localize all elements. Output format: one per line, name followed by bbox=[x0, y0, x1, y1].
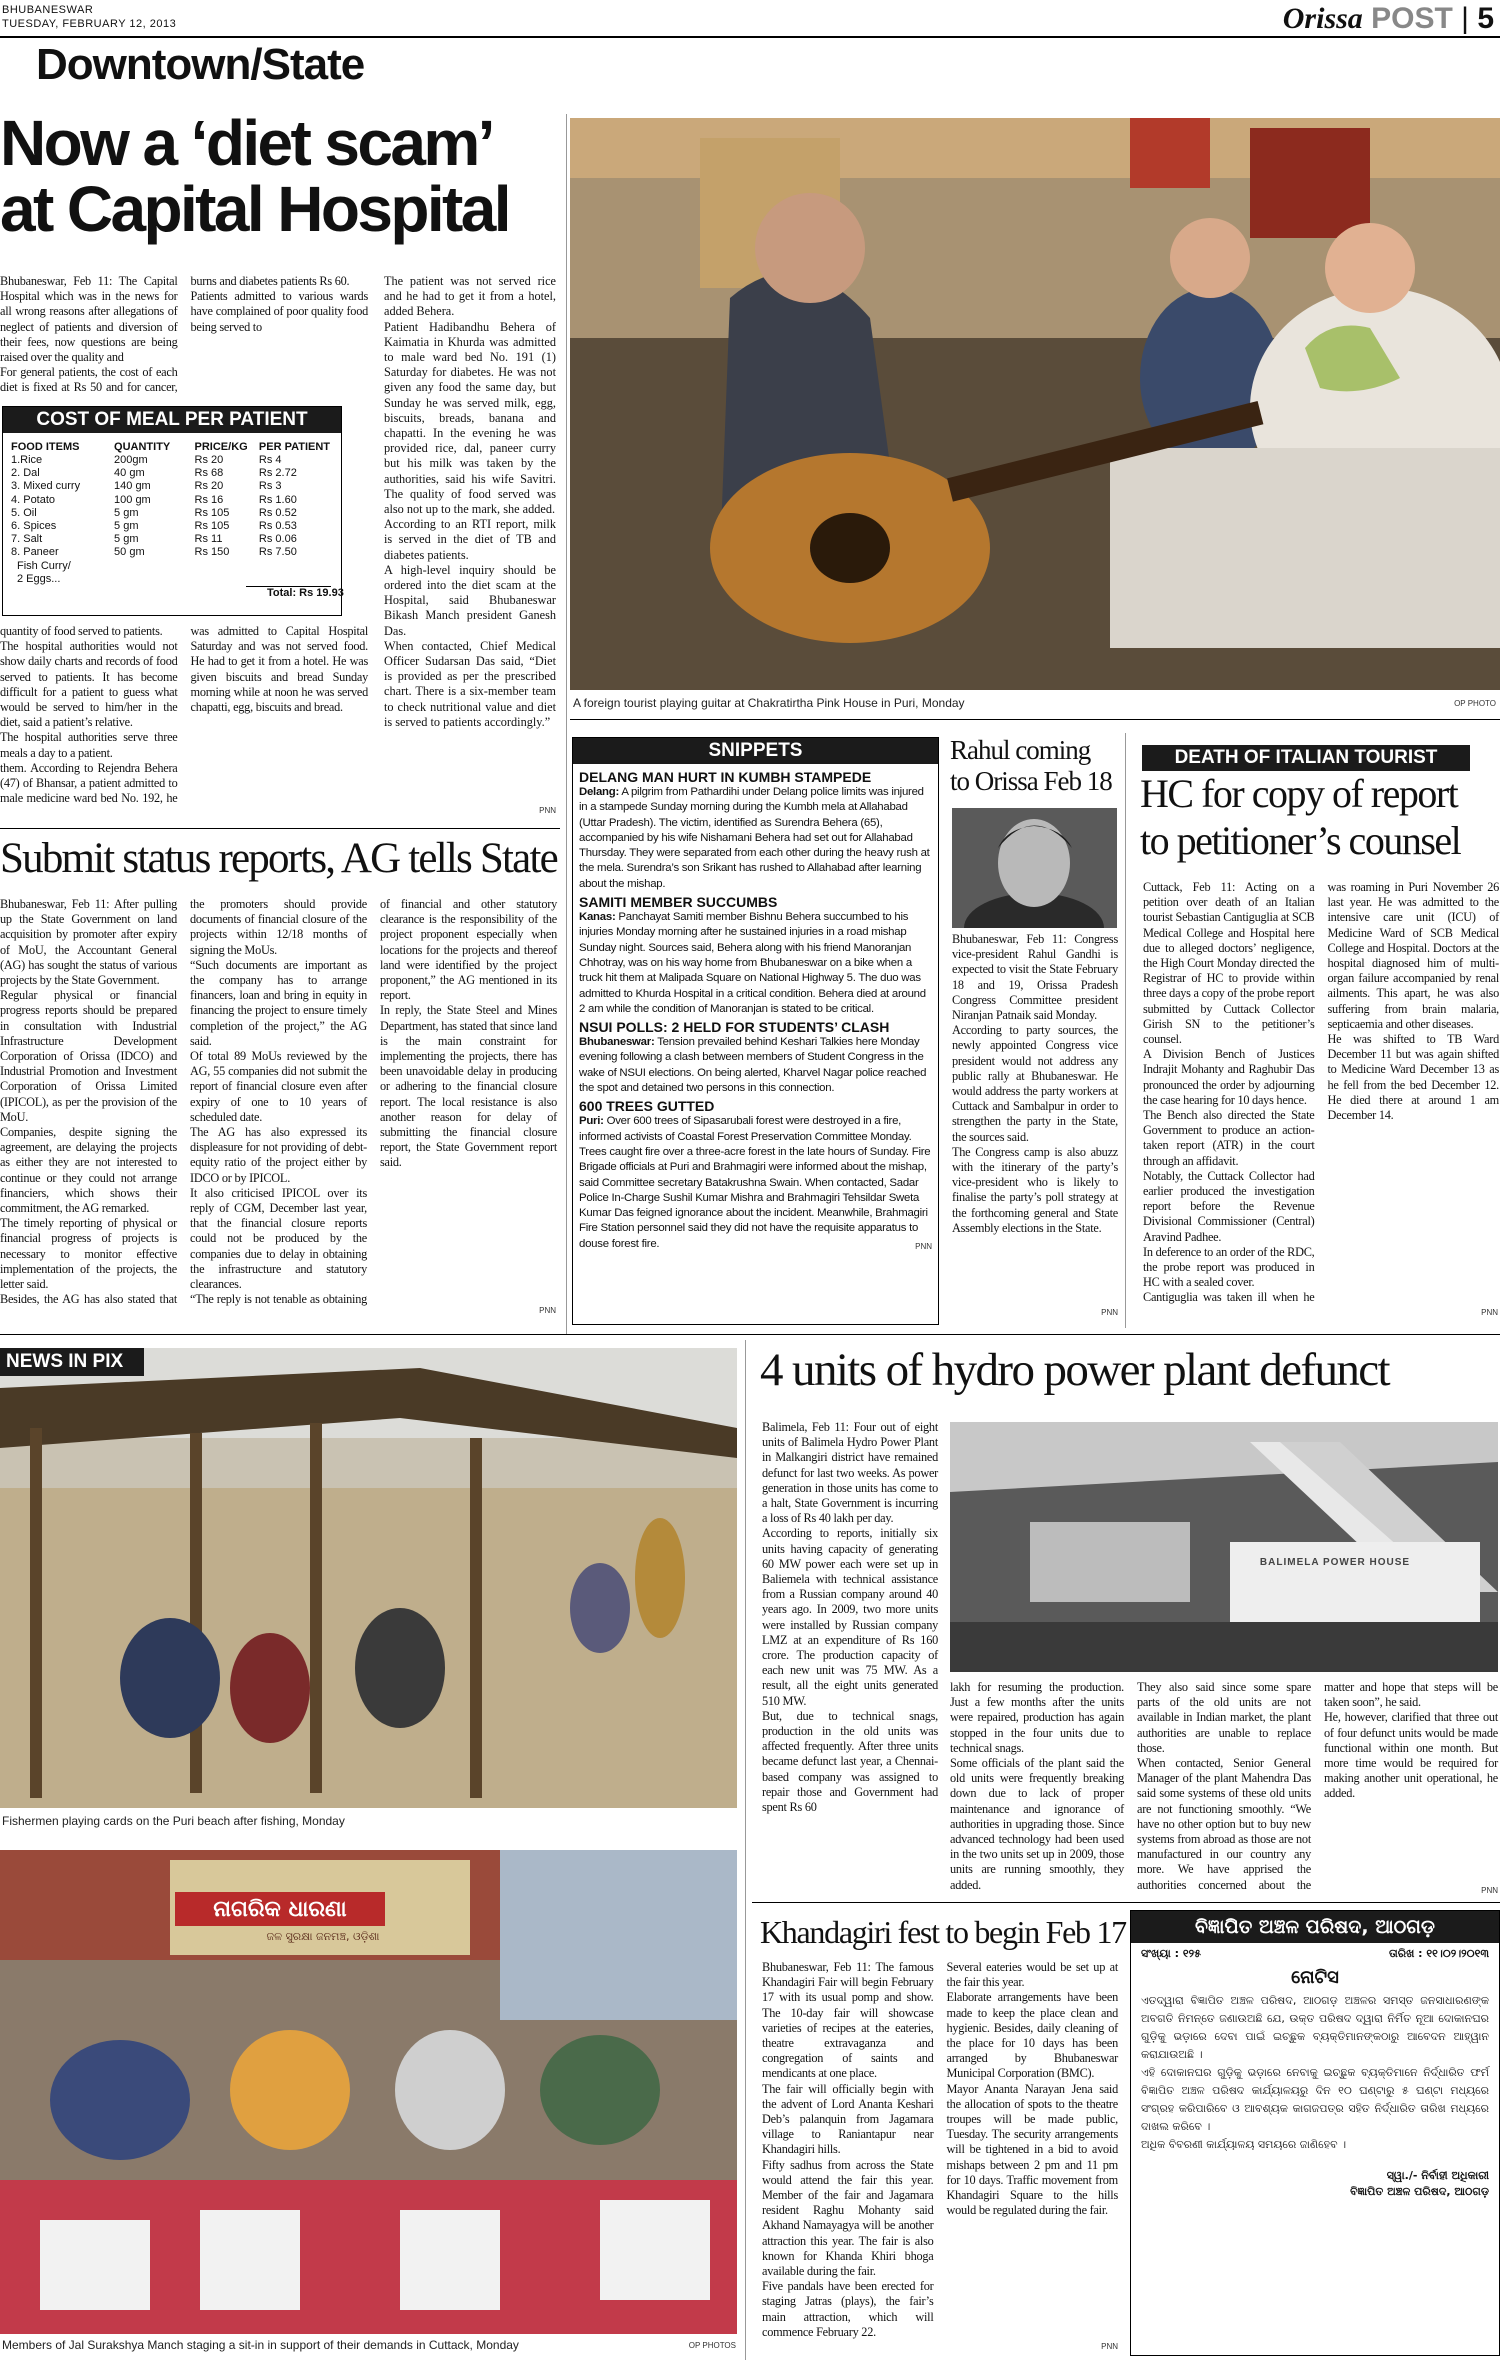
diet-credit: PNN bbox=[539, 806, 556, 815]
snippet-heading: NSUI POLLS: 2 HELD FOR STUDENTS’ CLASH bbox=[579, 1019, 890, 1036]
snippet-text bbox=[579, 1114, 932, 1252]
notice-body: ଏତଦ୍ୱାରା ବିଜ୍ଞାପିତ ଅଞ୍ଚଳ ପରିଷଦ, ଆଠଗଡ଼ ଅଞ୍ଚଳର ସମସ୍ତ ଜନସାଧାରଣଙ୍କ ଅବଗତି ନିମନ୍ତେ ଜଣାଉଅଛି ଯେ, ଉକ୍ତ ପରିଷଦ ଦ୍ୱାରା ନିର୍ମିତ ନୂଆ ଦୋକାନଘର ଗୁଡ଼ିକୁ ଭଡ଼ାରେ ଦେବା ପାଇଁ ଇଚ୍ଛୁକ ବ୍ୟକ୍ତିମାନଙ୍କଠାରୁ ଆବେଦନ ଆହ୍ୱାନ କରାଯାଉଅଛି । ଏହି ଦୋକାନଘର ଗୁଡ଼ିକୁ ଭଡ଼ାରେ ନେବାକୁ ଇଚ୍ଛୁକ ବ୍ୟକ୍ତିମାନେ ନିର୍ଦ୍ଧାରିତ ଫର୍ମ ବିଜ୍ଞାପିତ ଅଞ୍ଚଳ ପରିଷଦ କାର୍ଯ୍ୟାଳୟରୁ ଦିନ ୧୦ ଘଣ୍ଟାରୁ ୫ ଘଣ୍ଟା ମଧ୍ୟରେ ସଂଗ୍ରହ କରିପାରିବେ ଓ ଆବଶ୍ୟକ କାଗଜପତ୍ର ସହିତ ନିର୍ଦ୍ଧାରିତ ତାରିଖ ମଧ୍ୟରେ ଦାଖଲ କରିବେ । ଅଧିକ ବିବରଣୀ କାର୍ଯ୍ୟାଳୟ ସମୟରେ ଜାଣିହେବ । bbox=[1141, 1994, 1489, 2151]
meal-table-cell: 3. Mixed curry bbox=[11, 480, 81, 493]
meal-table-cell: Rs 105 bbox=[194, 506, 230, 519]
sit-in-banner-text: ନାଗରିକ ଧାରଣା bbox=[213, 1897, 347, 1922]
meal-table-cell: 4. Potato bbox=[11, 493, 56, 506]
meal-table-cell: Rs 0.53 bbox=[258, 520, 297, 533]
guitar-illustration bbox=[570, 118, 1500, 690]
rahul-headline-line2: to Orissa Feb 18 bbox=[950, 766, 1112, 796]
meal-table-row bbox=[11, 546, 333, 559]
hydro-divider bbox=[752, 1902, 1500, 1903]
notice-number: ସଂଖ୍ୟା : ୧୨୫ bbox=[1141, 1947, 1201, 1960]
meal-table-cell: Rs 20 bbox=[194, 454, 224, 466]
khandagiri-headline: Khandagiri fest to begin Feb 17 bbox=[760, 1914, 1126, 1950]
hydro-credit: PNN bbox=[1481, 1886, 1498, 1895]
italian-body: Cuttack, Feb 11: Acting on a petition over death of an Italian tourist Sebastian Cantiguglia at SCB Medical College and Hospital here due to alleged doctors’ negligence, the High Court Monday directed the Registrar of HC to provide within three days a copy of the probe report submitted by Cuttack Collector Girish SN to the petitioner’s counsel. A Division Bench of Justices Indrajit Mohanty and Raghubir Das pronounced the order by adjourning the case hearing for 10 days hence. The Bench also directed the State Government to produce an action-taken report (ATR) in the court through an affidavit. Notably, the Cuttack Collector had earlier produced the investigation report before the Revenue Divisional Commissioner (Central) Aravind Padhee. In deference to an order of the RDC, the probe report was produced in HC with a sealed cover. Cantiguglia was taken ill when he was roaming in Puri November 26 last year. He was admitted to the intensive care unit (ICU) of Medicine Ward of SCB Medical College and Hospital. Doctors at the hospital diagnosed him of multi-organ failure accompanied by renal ailments. This apart, he was also suffering from brain malaria, septicaemia and other diseases. He was shifted to TB Ward December 11 but was again shifted to Medicine Ward December 13 as he fell from the bed December 12. He died there at around 1 am December 14. bbox=[1143, 880, 1499, 1305]
guitar-credit: OP PHOTO bbox=[1454, 699, 1496, 708]
meal-table-cell: 140 gm bbox=[114, 480, 151, 493]
meal-table-cell bbox=[195, 560, 259, 573]
snippet-body: Tension prevailed behind Keshari Talkies here Monday evening following a clash between members of Student Congress in the wake of NSUI elections. On being alerted, Kharvel Nagar police reached the spot and detained two persons in this connection. bbox=[579, 1036, 927, 1095]
diet-top-body: Bhubaneswar, Feb 11: The Capital Hospital which was in the news for all wrong reasons after allegations of neglect of patients and diversion of their fees, now questions are being raised over the quality and For general patients, the cost of each diet is fixed at Rs 50 and for cancer, burns and diabetes patients Rs 60. Patients admitted to various wards have complained of poor quality food being served to bbox=[0, 274, 368, 395]
meal-table-row bbox=[11, 494, 333, 507]
hydro-body-left: Balimela, Feb 11: Four out of eight units of Balimela Hydro Power Plant in Malkangiri district have remained defunct for last two weeks. As power generation in those units has come to a halt, State Government is incurring a loss of Rs 40 lakh per day. According to reports, initially six units having capacity of generating 60 MW power each were set up in Baliemela with technical assistance from a Russian company around 40 years ago. In 2009, two more units were installed by Russian company LMZ at an expenditure of Rs 160 crore. The production capacity of each new unit was 75 MW. As a result, all the eight units generated 510 MW. But, due to technical snags, production in the old units was affected frequently. After three units became defunct last year, a Chennai-based company was assigned to repair those and Government had spent Rs 60 bbox=[762, 1420, 938, 1815]
snippets-box bbox=[572, 737, 939, 1325]
column-rule-bottom bbox=[745, 1340, 746, 2360]
meal-table-row bbox=[11, 520, 333, 533]
meal-table-cell: Rs 0.52 bbox=[258, 506, 297, 519]
meal-table-cell: Rs 3 bbox=[258, 480, 282, 493]
meal-table-cell: 200gm bbox=[114, 454, 148, 466]
rahul-credit: PNN bbox=[1101, 1308, 1118, 1317]
meal-table-cell: Rs 7.50 bbox=[258, 546, 297, 559]
snippet-body: Panchayat Samiti member Bishnu Behera succumbed to his injuries Monday morning after he sustained injuries in a road mishap Sunday night. Sources said, Behera along with his friend Manoranjan Chhotray, was on his way home from Bhubaneswar on a bike when a truck hit them at Malipada Square on National Highway 5. The duo was admitted to Khurda Hospital in a critical condition. Behera died at around 2 am while the condition of Manoranjan is stated to be critical. bbox=[579, 911, 926, 1015]
ag-credit: PNN bbox=[539, 1306, 556, 1315]
meal-table-cell: 6. Spices bbox=[11, 520, 57, 533]
meal-table-row bbox=[11, 560, 333, 573]
meal-table-row bbox=[11, 480, 333, 493]
meal-table-cell: 5 gm bbox=[114, 520, 139, 533]
masthead-city: BHUBANESWAR bbox=[2, 4, 94, 16]
snippet-heading: 600 TREES GUTTED bbox=[579, 1098, 715, 1115]
diet-right-col: The patient was not served rice and he had to get it from a hotel, added Behera. Patient Hadibandhu Behera of Kaimatia in Khurda was admitted to male ward bed No. 191 (1) Saturday for diabetes. He was not given any food the same day, but Sunday he was served milk, egg, biscuits, breads, banana and chapatti. In the evening he was provided rice, dal, paneer curry but his milk was taken by the authorities, said his wife Savitri. The quality of food served was also not up to the mark, she added. According to an RTI report, milk is served in the diet of TB and diabetes patients. A high-level inquiry should be ordered into the diet scam at the Hospital, said Bhubaneswar Bikash Manch president Ganesh Das. When contacted, Chief Medical Officer Sudarsan Das said, “Diet is provided as per the prescribed chart. There is a six-member team to check nutritional value and diet is served to patients accordingly.” bbox=[384, 274, 556, 729]
meal-table-row bbox=[11, 533, 333, 546]
snippet-dateline: Kanas: bbox=[579, 911, 616, 924]
meal-col-item: FOOD ITEMS bbox=[11, 441, 80, 453]
meal-table-cell: 40 gm bbox=[114, 467, 145, 480]
snippets-credit: PNN bbox=[915, 1242, 932, 1252]
meal-table-cell bbox=[195, 573, 259, 586]
meal-table-row bbox=[11, 467, 333, 480]
rahul-body: Bhubaneswar, Feb 11: Congress vice-president Rahul Gandhi is expected to visit the State February 18 and 19, Orissa Pradesh Congress Committee president Niranjan Patnaik said Monday. According to party sources, the newly appointed Congress vice president would not address any public rally at Bhubaneswar. He would address the party workers at Cuttack and Sambalpur in order to strengthen the party in the State, the sources said. The Congress camp is also abuzz with the itinerary of the party’s vice-president who is likely to finalise the party’s poll strategy at the forthcoming general and State Assembly elections in the State. bbox=[952, 932, 1118, 1235]
snippets-list bbox=[579, 764, 932, 1252]
khandagiri-credit: PNN bbox=[1101, 2342, 1118, 2351]
rahul-headline-line1: Rahul coming bbox=[950, 735, 1091, 765]
snippet-text bbox=[579, 1035, 932, 1096]
notice-date: ତାରିଖ : ୧୧।୦୨।୨୦୧୩ bbox=[1389, 1947, 1489, 1960]
meal-table-cell: 7. Salt bbox=[11, 533, 43, 546]
meal-col-per: PER PATIENT bbox=[258, 441, 331, 453]
section-title: Downtown/State bbox=[36, 40, 365, 89]
italian-kicker: DEATH OF ITALIAN TOURIST bbox=[1142, 745, 1470, 771]
diet-headline-line1: Now a ‘diet scam’ bbox=[0, 107, 493, 179]
meal-table-cell: Rs 1.60 bbox=[258, 493, 297, 506]
meal-table-cell: 2. Dal bbox=[11, 467, 40, 480]
snippet-dateline: Delang: bbox=[579, 786, 620, 798]
hydro-plant-label: BALIMELA POWER HOUSE bbox=[1259, 1557, 1411, 1568]
meal-table-cell bbox=[259, 573, 333, 586]
meal-table-cell: Rs 2.72 bbox=[258, 467, 297, 480]
photo-rahul bbox=[952, 808, 1117, 928]
column-rule-left bbox=[566, 114, 567, 1334]
notice-box bbox=[1130, 1910, 1500, 2356]
meal-table-cell: Rs 4 bbox=[258, 454, 282, 466]
meal-col-price: PRICE/KG bbox=[194, 441, 248, 453]
photo-hydro-plant bbox=[950, 1422, 1498, 1672]
meal-table-row bbox=[11, 507, 333, 520]
meal-table-title: COST OF MEAL PER PATIENT bbox=[3, 407, 341, 433]
meal-table-cell: 5 gm bbox=[114, 506, 139, 519]
meal-table-cell: Rs 150 bbox=[194, 546, 230, 559]
meal-table-header-row bbox=[11, 441, 333, 454]
diet-divider bbox=[0, 828, 560, 829]
page-number: 5 bbox=[1477, 2, 1494, 35]
snippet-text bbox=[579, 785, 932, 892]
meal-table-cell: 8. Paneer bbox=[11, 546, 59, 559]
mid-divider bbox=[0, 1334, 1500, 1335]
meal-table-row bbox=[11, 454, 333, 467]
italian-headline bbox=[1140, 770, 1498, 864]
photo-guitar-tourist bbox=[570, 118, 1500, 690]
masthead-rule bbox=[0, 36, 1500, 38]
hydro-headline: 4 units of hydro power plant defunct bbox=[760, 1344, 1389, 1396]
masthead-date: TUESDAY, FEBRUARY 12, 2013 bbox=[2, 18, 177, 30]
italian-headline-line1: HC for copy of report bbox=[1140, 771, 1458, 816]
diet-headline-line2: at Capital Hospital bbox=[0, 173, 509, 245]
italian-headline-line2: to petitioner’s counsel bbox=[1140, 818, 1461, 863]
snippet-heading: DELANG MAN HURT IN KUMBH STAMPEDE bbox=[579, 769, 872, 785]
meal-table-cell: Rs 20 bbox=[194, 480, 224, 493]
rahul-portrait bbox=[952, 808, 1117, 928]
meal-table-cell: Rs 68 bbox=[194, 467, 224, 480]
fishermen-illustration bbox=[0, 1348, 737, 1808]
news-in-pix-label: NEWS IN PIX bbox=[0, 1348, 144, 1376]
snippet-body: A pilgrim from Pathardihi under Delang police limits was injured in a stampede Sunday morning during the Kumbh mela at Allahabad (Uttar Pradesh). The victim, identified as Surendra Behera (65), accompanied by his wife Nishamani Behera had set out for Allahabad Thursday. They were separated from each other during the heavy rush at the mela. Surendra’s son Srikant has rushed to Allahabad after learning about the mishap. bbox=[579, 786, 930, 890]
ag-body: Bhubaneswar, Feb 11: After pulling up the State Government on land acquisition by promoter after expiry of MoU, the Accountant General (AG) has sought the status of various projects by the State Government. Regular physical or financial progress reports should be prepared in consultation with Industrial Infrastructure Development Corporation of Orissa (IDCO) and Industrial Promotion and Investment Corporation of Orissa Limited (IPICOL), as per the provision of the MoU. Companies, despite signing the agreement, are delaying the projects as either they are not interested to continue or they could not arrange financiers, which shows their commitment, the AG remarked. The timely reporting of physical or financial progress of projects is necessary to monitor effective implementation of the projects, the letter said. Besides, the AG has also stated that the promoters should provide documents of financial closure of the projects within 12/18 months of signing the MoUs. “Such documents are important as the company has to arrange financers, loan and bring in equity in financing the project to ensure timely completion of the project,” the AG said. Of total 89 MoUs reviewed by the AG, 55 companies did not submit the report of financial closure even after expiry of one to 10 years of scheduled date. The AG has also expressed its displeasure for not providing of debt-equity ratio of the project either by IDCO or by IPICOL. It also criticised IPICOL over its reply of CGM, December last year, that the financial closure reports could not be produced by the companies due to delay in obtaining the infrastructure and statutory clearances. “The reply is not tenable as obtaining of financial and other statutory clearance is the responsibility of the project proponent especially when locations for the projects and thereof land were identified by the project proponent,” the AG mentioned in its report. In reply, the State Steel and Mines Department, has stated that since land is the main constraint for implementing the projects, there has been unavoidable delay in producing or adhering to the financial closure report. The local resistance is also another reason for delay of submitting the financial closure report, the State Government report said. bbox=[0, 897, 557, 1307]
notice-signature: ସ୍ୱା./- ନିର୍ବାହୀ ଅଧିକାରୀ bbox=[1386, 2169, 1489, 2182]
snippet-body: Over 600 trees of Sipasarubali forest were destroyed in a fire, informed activists of Coastal Forest Preservation Committee Monday. Trees caught fire over a three-acre forest in the late hours of Sunday. Fire Brigade officials at Puri and Brahmagiri were informed about the mishap, said Committee secretary Batakrushna Swain. When contacted, Sadar Police In-Charge Sushil Kumar Mishra and Brahmagiri Tehsildar Sweta Kumar Das feigned ignorance about the incident. Meanwhile, Brahmagiri Fire Station personnel said they did not have the requisite apparatus to douse forest fire. bbox=[579, 1115, 931, 1250]
hydro-illustration bbox=[950, 1422, 1498, 1672]
meal-table-box bbox=[2, 406, 342, 616]
brand-orissa: Orissa bbox=[1282, 2, 1363, 35]
notice-title: ନୋଟିସ bbox=[1291, 1967, 1339, 1988]
meal-table-row bbox=[11, 573, 333, 586]
meal-table-cell: Rs 11 bbox=[194, 533, 223, 546]
meal-table-cell: 2 Eggs... bbox=[17, 572, 61, 585]
meal-table-cell bbox=[114, 573, 195, 586]
meal-table-cell: Rs 16 bbox=[194, 493, 224, 506]
khandagiri-body: Bhubaneswar, Feb 11: The famous Khandagiri Fair will begin February 17 with its usual pomp and show. The 10-day fair will showcase varieties of recipes at the eateries, theatre extravaganza and congregation of saints and mendicants at one place. The fair will officially begin with the advent of Lord Ananta Keshari Deb’s palanquin from Jagamara village to Raniantapur near Khandagiri hills. Fifty sadhus from across the State would attend the fair this year. Member of the fair and Jagamara resident Raghu Mohanty said Akhand Namayagya will be another attraction this year. The fair is also known for Khanda Khiri bhoga available during the fair. Five pandals have been erected for staging Jatras (plays), the fair’s main attraction, which will commence February 22. Several eateries would be set up at the fair this year. Elaborate arrangements have been made to keep the place clean and hygienic. Besides, daily cleaning of the place for 10 days has been arranged by Bhubaneswar Municipal Corporation (BMC). Mayor Ananta Narayan Jena said the allocation of spots to the theatre troupes will be made public, Tuesday. The security arrangements will be tightened in a bid to avoid mishaps between 2 pm and 11 pm for 10 days. Traffic movement from Khandagiri Square to the hills would be regulated during the fair. bbox=[762, 1960, 1118, 2339]
meal-table-cell: 5 gm bbox=[114, 533, 139, 546]
italian-credit: PNN bbox=[1481, 1308, 1498, 1317]
meal-table-cell bbox=[259, 560, 333, 573]
notice-org: ବିଜ୍ଞାପିତ ଅଞ୍ଚଳ ପରିଷଦ, ଆଠଗଡ଼ bbox=[1350, 2185, 1489, 2198]
meal-table-cell: 5. Oil bbox=[11, 506, 37, 519]
photo-fishermen bbox=[0, 1348, 737, 1808]
brand-post: POST bbox=[1371, 2, 1453, 35]
meal-table-cell: 1.Rice bbox=[11, 454, 43, 466]
notice-header: ବିଜ୍ଞାପିତ ଅଞ୍ଚଳ ପରିଷଦ, ଆଠଗଡ଼ bbox=[1131, 1911, 1499, 1943]
meal-table-cell: Fish Curry/ bbox=[17, 559, 71, 572]
diet-bottom-body: quantity of food served to patients. The hospital authorities would not show daily charts and records of food served to patients. It has become difficult for a patient to guess what would be served to him/her in the diet, said a patient’s relative. The hospital authorities serve three meals a day to a patient. them. According to Rejendra Behera (47) of Bhansar, a patient admitted to male medicine ward bed No. 192, he was admitted to Capital Hospital Saturday and was not served food. He had to get it from a hotel. He was given biscuits and bread Sunday morning while at noon he was served chapatti, egg, biscuits and bread. bbox=[0, 624, 368, 806]
meal-table-cell: 100 gm bbox=[114, 493, 151, 506]
column-rule-rahul bbox=[1125, 733, 1126, 1328]
meal-table-cell: Rs 105 bbox=[194, 520, 230, 533]
page-divider: | bbox=[1461, 2, 1469, 35]
rahul-headline bbox=[950, 735, 1120, 797]
snippet-dateline: Bhubaneswar: bbox=[579, 1036, 655, 1049]
masthead-brand bbox=[1283, 2, 1494, 36]
snippet-heading: SAMITI MEMBER SUCCUMBS bbox=[579, 894, 778, 911]
meal-total: Total: Rs 19.93 bbox=[267, 587, 344, 600]
meal-col-qty: QUANTITY bbox=[114, 441, 171, 453]
guitar-caption: A foreign tourist playing guitar at Chakratirtha Pink House in Puri, Monday bbox=[573, 696, 965, 710]
snippets-title: SNIPPETS bbox=[573, 738, 938, 764]
fishermen-caption: Fishermen playing cards on the Puri beach after fishing, Monday bbox=[2, 1814, 345, 1828]
sit-in-banner-sub: ଜଳ ସୁରକ୍ଷା ଜନମଞ୍ଚ, ଓଡ଼ିଶା bbox=[266, 1930, 380, 1943]
photo-divider bbox=[570, 719, 1500, 720]
meal-table-cell bbox=[114, 560, 195, 573]
meal-table bbox=[11, 441, 333, 586]
pix-credit: OP PHOTOS bbox=[688, 2341, 736, 2350]
hydro-body-bottom: lakh for resuming the production. Just a few months after the units were repaired, production has again stopped in the four units due to technical snags. Some officials of the plant said the old units were frequently breaking down due to lack of proper maintenance and ignorance of authorities in upgrading those. Since advanced technology had been used in the two units set up in 2009, those units are running smoothly, they added. They also said since some spare parts of the old units are not available in Indian market, the plant authorities are unable to replace those. When contacted, Senior General Manager of the plant Mahendra Das said some systems of these old units are not functioning smoothly. “We have no other option but to buy new systems from abroad as those are not manufactured in our country any more. We have apprised the authorities concerned about the matter and hope that steps will be taken soon”, he said. He, however, clarified that three out of four defunct units would be made functional within one month. But more time would be required for making another unit operational, he added. bbox=[950, 1680, 1498, 1892]
meal-table-cell: Rs 0.06 bbox=[258, 533, 297, 546]
snippet-dateline: Puri: bbox=[579, 1115, 604, 1128]
sit-in-caption: Members of Jal Surakshya Manch staging a sit-in in support of their demands in Cuttack, Monday bbox=[2, 2338, 519, 2352]
snippet-text bbox=[579, 910, 932, 1017]
ag-headline: Submit status reports, AG tells State bbox=[0, 835, 557, 882]
meal-table-cell: 50 gm bbox=[114, 546, 145, 559]
diet-headline bbox=[0, 107, 565, 245]
